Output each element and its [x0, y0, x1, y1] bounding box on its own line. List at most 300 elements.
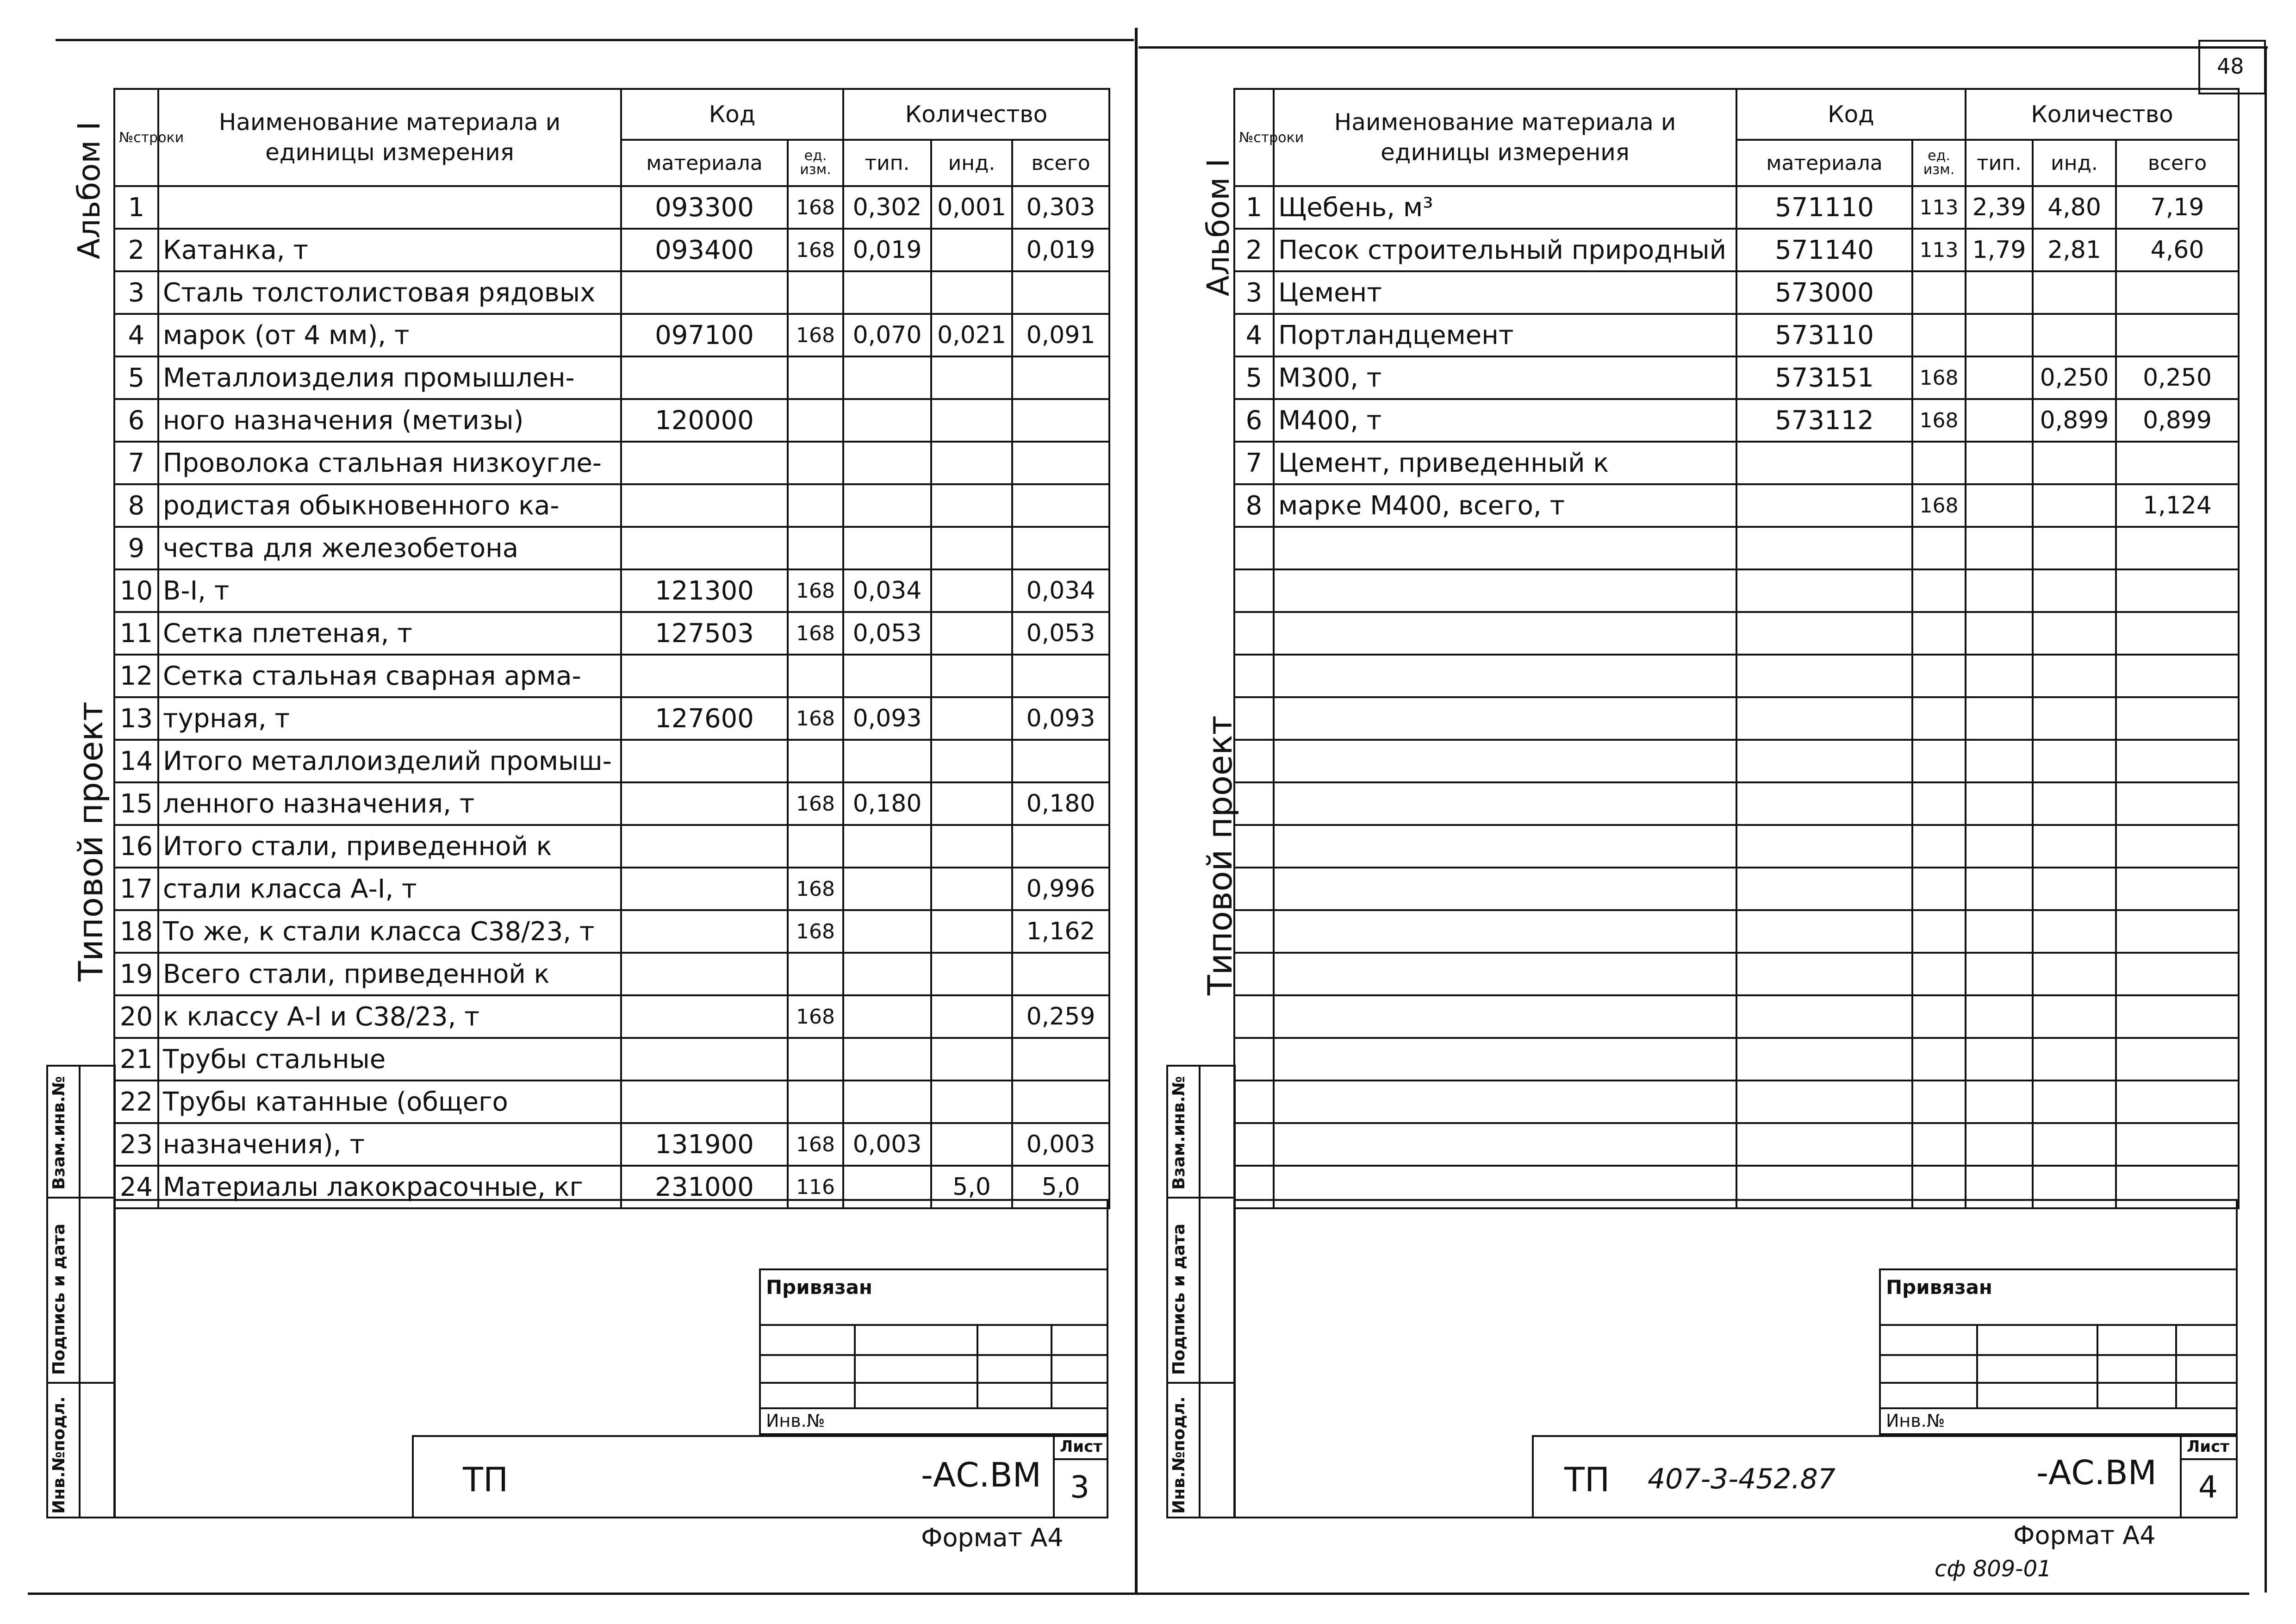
table-row [1234, 186, 2239, 229]
material-code: 131900 [621, 1123, 788, 1166]
qty-typ [1966, 356, 2033, 399]
material-code [621, 484, 788, 527]
row-number: 6 [114, 399, 158, 442]
unit-code [1912, 1038, 1966, 1081]
page-number: 48 [2217, 54, 2244, 79]
unit-code: 168 [788, 995, 843, 1038]
stamp-divider [1166, 1197, 1236, 1199]
unit-code: 168 [1912, 399, 1966, 442]
project-label-right: Типовой проект [1201, 715, 1239, 995]
table-row [1234, 356, 2239, 399]
inv-no-label-right: Инв.№ [1886, 1411, 1945, 1431]
material-code [1736, 740, 1912, 782]
material-name [1274, 910, 1736, 953]
unit-code: 116 [788, 1166, 843, 1208]
material-code [1736, 1123, 1912, 1166]
qty-typ: 0,302 [843, 186, 931, 229]
qty-typ: 0,034 [843, 569, 931, 612]
qty-typ [1966, 782, 2033, 825]
unit-code [788, 1038, 843, 1081]
material-code: 097100 [621, 314, 788, 356]
list-cell-rule [1053, 1458, 1108, 1460]
table-row [1234, 1081, 2239, 1123]
material-code: 121300 [621, 569, 788, 612]
qty-ind [2033, 910, 2116, 953]
qty-typ [843, 271, 931, 314]
right-border [2265, 46, 2267, 1593]
unit-code: 168 [788, 1123, 843, 1166]
qty-typ [1966, 995, 2033, 1038]
header-code-unit: ед. изм. [1912, 140, 1966, 186]
qty-ind [2033, 868, 2116, 910]
header-code-material: материала [1736, 140, 1912, 186]
table-row [114, 442, 1109, 484]
row-number: 14 [114, 740, 158, 782]
material-name [1274, 825, 1736, 868]
row-number: 11 [114, 612, 158, 655]
qty-ind [2033, 782, 2116, 825]
row-number: 16 [114, 825, 158, 868]
qty-ind [931, 484, 1012, 527]
privyazan-rule [2175, 1324, 2177, 1407]
table-row [114, 569, 1109, 612]
qty-ind [2033, 1038, 2116, 1081]
material-name: Итого металлоизделий промыш- [158, 740, 621, 782]
row-number [1234, 995, 1274, 1038]
qty-ind [931, 953, 1012, 995]
table-row [114, 995, 1109, 1038]
material-code [1736, 995, 1912, 1038]
qty-total: 0,034 [1012, 569, 1109, 612]
unit-code [1912, 1081, 1966, 1123]
qty-typ [1966, 314, 2033, 356]
table-row [1234, 271, 2239, 314]
material-code [1736, 825, 1912, 868]
qty-ind [931, 271, 1012, 314]
qty-typ [843, 655, 931, 697]
material-name: ленного назначения, т [158, 782, 621, 825]
material-name [1274, 527, 1736, 569]
table-row [114, 825, 1109, 868]
material-code [621, 953, 788, 995]
table-row [114, 484, 1109, 527]
row-number [1234, 697, 1274, 740]
table-row [1234, 868, 2239, 910]
header-name: Наименование материала и единицы измерения [1274, 89, 1736, 186]
qty-ind [931, 1081, 1012, 1123]
material-name: Песок строительный природный [1274, 229, 1736, 271]
qty-typ [1966, 825, 2033, 868]
qty-ind [2033, 569, 2116, 612]
material-code [621, 442, 788, 484]
qty-typ: 0,070 [843, 314, 931, 356]
row-number [1234, 740, 1274, 782]
row-number [1234, 782, 1274, 825]
privyazan-rule [759, 1324, 1108, 1326]
header-qty-total: всего [1012, 140, 1109, 186]
qty-total [1012, 399, 1109, 442]
table-row [114, 910, 1109, 953]
qty-typ [843, 953, 931, 995]
table-row [1234, 655, 2239, 697]
row-number: 10 [114, 569, 158, 612]
row-number [1234, 825, 1274, 868]
qty-total [2116, 697, 2239, 740]
material-code [621, 995, 788, 1038]
qty-ind [931, 910, 1012, 953]
material-name: Сетка плетеная, т [158, 612, 621, 655]
qty-ind [2033, 825, 2116, 868]
qty-ind [2033, 442, 2116, 484]
header-qty-typ: тип. [843, 140, 931, 186]
qty-total [1012, 655, 1109, 697]
row-number [1234, 868, 1274, 910]
qty-typ [1966, 655, 2033, 697]
unit-code [1912, 995, 1966, 1038]
row-number: 12 [114, 655, 158, 697]
table-row [1234, 782, 2239, 825]
table-row [114, 697, 1109, 740]
qty-total [2116, 1081, 2239, 1123]
material-name: То же, к стали класса С38/23, т [158, 910, 621, 953]
table-row [1234, 527, 2239, 569]
material-code [1736, 953, 1912, 995]
material-name: Сталь толстолистовая рядовых [158, 271, 621, 314]
row-number: 24 [114, 1166, 158, 1208]
qty-total [2116, 868, 2239, 910]
material-code: 571140 [1736, 229, 1912, 271]
qty-total: 0,019 [1012, 229, 1109, 271]
qty-typ [843, 399, 931, 442]
qty-typ [1966, 953, 2033, 995]
qty-total [2116, 442, 2239, 484]
qty-typ [1966, 612, 2033, 655]
unit-code: 168 [788, 569, 843, 612]
material-code [621, 782, 788, 825]
material-code [621, 527, 788, 569]
table-row [114, 1081, 1109, 1123]
qty-ind [931, 356, 1012, 399]
material-name: к классу А-I и С38/23, т [158, 995, 621, 1038]
row-number: 7 [1234, 442, 1274, 484]
unit-code [1912, 271, 1966, 314]
unit-code [788, 740, 843, 782]
qty-ind [931, 527, 1012, 569]
row-number: 18 [114, 910, 158, 953]
qty-total [2116, 1123, 2239, 1166]
privyazan-rule [854, 1324, 856, 1407]
row-number: 19 [114, 953, 158, 995]
top-border-left [56, 39, 1134, 41]
material-code: 120000 [621, 399, 788, 442]
material-code [621, 356, 788, 399]
material-code [1736, 655, 1912, 697]
row-number [1234, 1081, 1274, 1123]
qty-total: 0,003 [1012, 1123, 1109, 1166]
privyazan-rule [1879, 1382, 2238, 1384]
qty-typ [1966, 271, 2033, 314]
unit-code: 168 [788, 229, 843, 271]
stamp-divider [1199, 1065, 1201, 1518]
material-name: М300, т [1274, 356, 1736, 399]
material-name: стали класса А-I, т [158, 868, 621, 910]
row-number: 3 [1234, 271, 1274, 314]
qty-typ [1966, 569, 2033, 612]
table-row [114, 186, 1109, 229]
designation-right: 407-3-452.87 [1648, 1463, 1836, 1495]
unit-code [1912, 740, 1966, 782]
material-code [1736, 868, 1912, 910]
material-name: Трубы стальные [158, 1038, 621, 1081]
unit-code [788, 356, 843, 399]
qty-total [2116, 910, 2239, 953]
qty-ind [2033, 1123, 2116, 1166]
unit-code [1912, 569, 1966, 612]
qty-total [2116, 1038, 2239, 1081]
material-code [1736, 697, 1912, 740]
qty-ind [2033, 527, 2116, 569]
material-code [621, 825, 788, 868]
privyazan-rule [759, 1354, 1108, 1356]
unit-code [788, 399, 843, 442]
qty-ind [931, 782, 1012, 825]
material-name [1274, 740, 1736, 782]
header-qty-ind: инд. [2033, 140, 2116, 186]
qty-ind [2033, 953, 2116, 995]
material-name: назначения), т [158, 1123, 621, 1166]
stamp-field-inv-right: Инв.№подл. [1170, 1396, 1188, 1514]
qty-typ [843, 1081, 931, 1123]
qty-ind [2033, 740, 2116, 782]
row-number: 2 [1234, 229, 1274, 271]
qty-ind [931, 399, 1012, 442]
qty-ind [2033, 697, 2116, 740]
row-number: 9 [114, 527, 158, 569]
tp-label-left: ТП [463, 1460, 509, 1499]
stamp-divider [79, 1065, 81, 1518]
header-code-unit: ед. изм. [788, 140, 843, 186]
material-name: Проволока стальная низкоугле- [158, 442, 621, 484]
unit-code [1912, 697, 1966, 740]
qty-ind [2033, 314, 2116, 356]
row-number: 5 [1234, 356, 1274, 399]
unit-code: 168 [788, 910, 843, 953]
qty-typ [1966, 399, 2033, 442]
table-row [114, 740, 1109, 782]
row-number [1234, 612, 1274, 655]
material-name: Портландцемент [1274, 314, 1736, 356]
qty-total: 1,162 [1012, 910, 1109, 953]
material-code [1736, 612, 1912, 655]
material-name [1274, 1123, 1736, 1166]
table-row [1234, 910, 2239, 953]
qty-typ [843, 868, 931, 910]
material-name [1274, 569, 1736, 612]
qty-typ [1966, 442, 2033, 484]
qty-typ: 1,79 [1966, 229, 2033, 271]
table-row [114, 612, 1109, 655]
inv-no-label-left: Инв.№ [766, 1411, 825, 1431]
table-row [1234, 399, 2239, 442]
qty-total: 4,60 [2116, 229, 2239, 271]
unit-code [1912, 1123, 1966, 1166]
qty-typ [843, 995, 931, 1038]
qty-ind: 0,899 [2033, 399, 2116, 442]
material-code [1736, 569, 1912, 612]
material-code: 573112 [1736, 399, 1912, 442]
qty-total: 0,303 [1012, 186, 1109, 229]
privyazan-rule [2097, 1324, 2098, 1407]
stamp-field-podpis-right: Подпись и дата [1170, 1224, 1188, 1375]
row-number: 13 [114, 697, 158, 740]
unit-code: 113 [1912, 229, 1966, 271]
table-row [114, 1123, 1109, 1166]
unit-code: 168 [788, 186, 843, 229]
sheet-number-right: 4 [2198, 1469, 2218, 1505]
qty-total [1012, 740, 1109, 782]
qty-typ [1966, 697, 2033, 740]
qty-total [1012, 953, 1109, 995]
material-code: 231000 [621, 1166, 788, 1208]
qty-typ [1966, 1123, 2033, 1166]
qty-ind [931, 995, 1012, 1038]
qty-ind [931, 740, 1012, 782]
unit-code [788, 442, 843, 484]
qty-total [2116, 740, 2239, 782]
material-name [1274, 868, 1736, 910]
material-name [1274, 612, 1736, 655]
qty-ind [931, 229, 1012, 271]
qty-ind: 0,021 [931, 314, 1012, 356]
qty-ind: 0,001 [931, 186, 1012, 229]
table-row [1234, 953, 2239, 995]
qty-typ: 0,053 [843, 612, 931, 655]
table-row [114, 655, 1109, 697]
unit-code [1912, 782, 1966, 825]
stamp-divider [46, 1197, 116, 1199]
qty-typ [1966, 740, 2033, 782]
material-name [1274, 697, 1736, 740]
row-number: 3 [114, 271, 158, 314]
material-code: 127600 [621, 697, 788, 740]
qty-ind [931, 655, 1012, 697]
row-number [1234, 1123, 1274, 1166]
format-label-left: Формат А4 [921, 1523, 1064, 1552]
bottom-border [28, 1593, 2249, 1595]
row-number: 21 [114, 1038, 158, 1081]
sheet-number-left: 3 [1070, 1469, 1089, 1505]
qty-ind: 0,250 [2033, 356, 2116, 399]
qty-ind [2033, 484, 2116, 527]
table-row [1234, 442, 2239, 484]
material-name: Сетка стальная сварная арма- [158, 655, 621, 697]
material-name: Щебень, м³ [1274, 186, 1736, 229]
qty-ind [931, 697, 1012, 740]
qty-total [2116, 527, 2239, 569]
row-number: 8 [1234, 484, 1274, 527]
qty-total: 0,093 [1012, 697, 1109, 740]
qty-ind: 5,0 [931, 1166, 1012, 1208]
material-code: 573151 [1736, 356, 1912, 399]
material-name [1274, 1081, 1736, 1123]
material-code [1736, 527, 1912, 569]
row-number: 7 [114, 442, 158, 484]
table-row [114, 314, 1109, 356]
material-name: Цемент [1274, 271, 1736, 314]
material-code [1736, 1038, 1912, 1081]
unit-code [788, 655, 843, 697]
material-name [1274, 995, 1736, 1038]
unit-code: 168 [788, 868, 843, 910]
qty-total [1012, 1038, 1109, 1081]
row-number: 5 [114, 356, 158, 399]
table-row [1234, 1123, 2239, 1166]
material-code: 127503 [621, 612, 788, 655]
material-name: ного назначения (метизы) [158, 399, 621, 442]
row-number: 1 [1234, 186, 1274, 229]
row-number [1234, 1038, 1274, 1081]
header-row-no: №строки [114, 89, 158, 186]
table-row [1234, 1038, 2239, 1081]
qty-typ [1966, 910, 2033, 953]
doc-code-right: -АС.ВМ [2036, 1453, 2157, 1492]
material-code [1736, 1081, 1912, 1123]
header-qty-typ: тип. [1966, 140, 2033, 186]
privyazan-rule [759, 1382, 1108, 1384]
header-qty: Количество [843, 89, 1109, 140]
table-row [114, 953, 1109, 995]
privyazan-label-left: Привязан [766, 1276, 872, 1299]
stamp-field-podpis: Подпись и дата [50, 1224, 68, 1375]
material-name [158, 186, 621, 229]
header-code: Код [1736, 89, 1966, 140]
qty-ind [2033, 271, 2116, 314]
row-number: 4 [114, 314, 158, 356]
qty-total: 0,180 [1012, 782, 1109, 825]
material-name: Катанка, т [158, 229, 621, 271]
material-name: В-I, т [158, 569, 621, 612]
tp-label-right: ТП [1564, 1460, 1610, 1499]
qty-typ [843, 484, 931, 527]
format-label-right: Формат А4 [2013, 1521, 2156, 1550]
row-number [1234, 569, 1274, 612]
qty-typ [843, 356, 931, 399]
header-qty-ind: инд. [931, 140, 1012, 186]
privyazan-rule [1879, 1324, 2238, 1326]
material-name: Трубы катанные (общего [158, 1081, 621, 1123]
qty-total: 5,0 [1012, 1166, 1109, 1208]
qty-ind: 4,80 [2033, 186, 2116, 229]
row-number [1234, 910, 1274, 953]
unit-code [1912, 527, 1966, 569]
qty-ind [931, 612, 1012, 655]
unit-code: 168 [788, 314, 843, 356]
material-name: марке М400, всего, т [1274, 484, 1736, 527]
material-name: Итого стали, приведенной к [158, 825, 621, 868]
header-code-material: материала [621, 140, 788, 186]
qty-total [2116, 612, 2239, 655]
unit-code [788, 953, 843, 995]
qty-typ [843, 527, 931, 569]
material-code: 093300 [621, 186, 788, 229]
stamp-divider [46, 1382, 116, 1384]
privyazan-label-right: Привязан [1886, 1276, 1992, 1299]
row-number: 4 [1234, 314, 1274, 356]
privyazan-rule [977, 1324, 978, 1407]
qty-typ [843, 825, 931, 868]
unit-code: 113 [1912, 186, 1966, 229]
material-code [621, 655, 788, 697]
